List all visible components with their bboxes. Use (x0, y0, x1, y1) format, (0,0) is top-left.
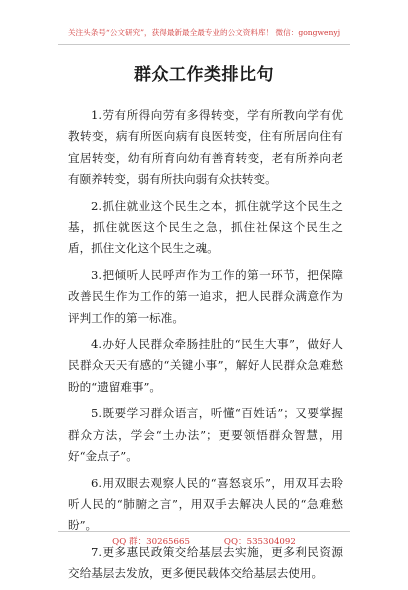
footer-divider (58, 531, 350, 532)
paragraph: 6.用双眼去观察人民的“喜怒哀乐”，用双耳去聆听人民的“肺腑之言”，用双手去解决人民的“急难愁盼”。 (68, 475, 343, 533)
qq-group-number: QQ 群：30265665 (112, 537, 190, 547)
contact-footer (0, 537, 408, 548)
paragraph: 2.抓住就业这个民生之本，抓住就学这个民生之基，抓住就医这个民生之急，抓住社保这个民生之盾，抓住文化这个民生之魂。 (68, 198, 343, 256)
document-body (68, 105, 343, 590)
header-divider (58, 44, 350, 45)
document-title: 群众工作类排比句 (134, 65, 274, 85)
paragraph: 7.更多惠民政策交给基层去实施，更多利民资源交给基层去发放，更多便民载体交给基层去使用。 (68, 544, 343, 581)
qq-number: QQ：535304092 (223, 537, 296, 547)
promo-header: 关注头条号“公文研究”，获得最新最全最专业的公文资料库！ 微信：gongwenyj (67, 28, 341, 37)
paragraph: 5.既要学习群众语言，听懂“百姓话”；又要掌握群众方法，学会“土办法”；更要领悟群众智慧，用好“金点子”。 (68, 406, 343, 464)
paragraph: 3.把倾听人民呼声作为工作的第一环节，把保障改善民生作为工作的第一追求，把人民群众满意作为评判工作的第一标准。 (68, 267, 343, 325)
paragraph: 4.办好人民群众牵肠挂肚的“民生大事”，做好人民群众天天有感的“关键小事”，解好人民群众急难愁盼的“遗留难事”。 (68, 337, 343, 394)
paragraph: 1.劳有所得向劳有多得转变，学有所教向学有优教转变，病有所医向病有良医转变，住有所居向住有宜居转变，幼有所育向幼有善育转变，老有所养向老有颐养转变，弱有所扶向弱有众扶转变。 (68, 108, 343, 187)
